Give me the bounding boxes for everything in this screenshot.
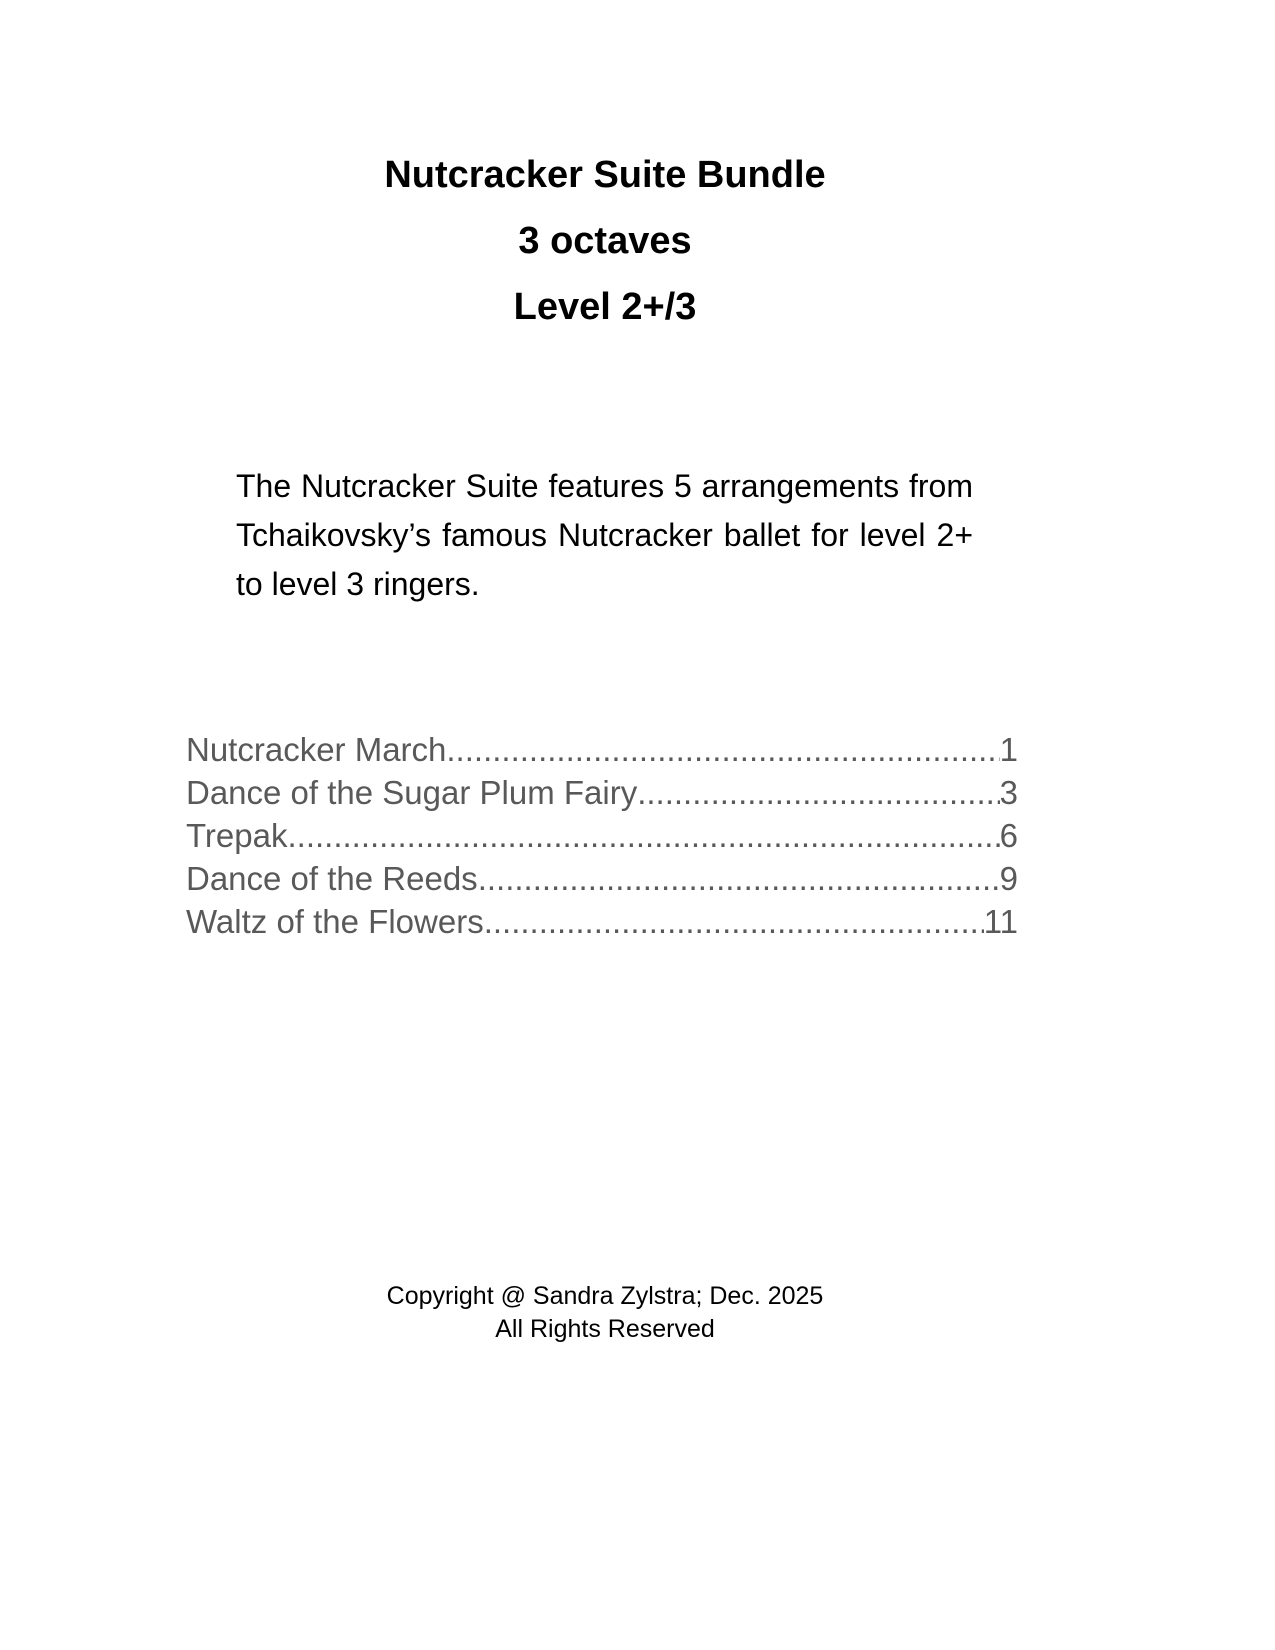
toc-entry bbox=[186, 814, 1018, 857]
toc-entry-page: 6 bbox=[999, 817, 1018, 854]
title-line-2: 3 octaves bbox=[518, 220, 692, 262]
toc-entry bbox=[186, 728, 1018, 771]
intro-paragraph: The Nutcracker Suite features 5 arrangements from Tchaikovsky’s famous Nutcracker ballet for level 2+ to level 3 ringers. bbox=[236, 468, 973, 602]
toc-entry-page: 11 bbox=[983, 903, 1018, 940]
toc-entry-page: 3 bbox=[999, 774, 1018, 811]
toc-entry-title: Trepak bbox=[186, 817, 288, 854]
toc-leader bbox=[446, 728, 999, 771]
title-line-3: Level 2+/3 bbox=[513, 286, 697, 328]
copyright-notice: Copyright @ Sandra Zylstra; Dec. 2025 bbox=[386, 1282, 824, 1310]
toc-entry-title: Dance of the Reeds bbox=[186, 860, 478, 897]
toc-entry bbox=[186, 900, 1018, 943]
toc-entry-page: 9 bbox=[999, 860, 1018, 897]
table-of-contents bbox=[186, 728, 1018, 943]
toc-entry bbox=[186, 771, 1018, 814]
toc-entry bbox=[186, 857, 1018, 900]
toc-leader bbox=[484, 900, 984, 943]
rights-notice: All Rights Reserved bbox=[495, 1315, 715, 1343]
toc-leader bbox=[637, 771, 999, 814]
toc-entry-title: Dance of the Sugar Plum Fairy bbox=[186, 774, 638, 811]
toc-leader bbox=[478, 857, 1000, 900]
toc-entry-title: Nutcracker March bbox=[186, 731, 447, 768]
title-line-1: Nutcracker Suite Bundle bbox=[384, 154, 826, 196]
toc-leader bbox=[287, 814, 999, 857]
toc-entry-page: 1 bbox=[999, 731, 1018, 768]
toc-entry-title: Waltz of the Flowers bbox=[186, 903, 484, 940]
